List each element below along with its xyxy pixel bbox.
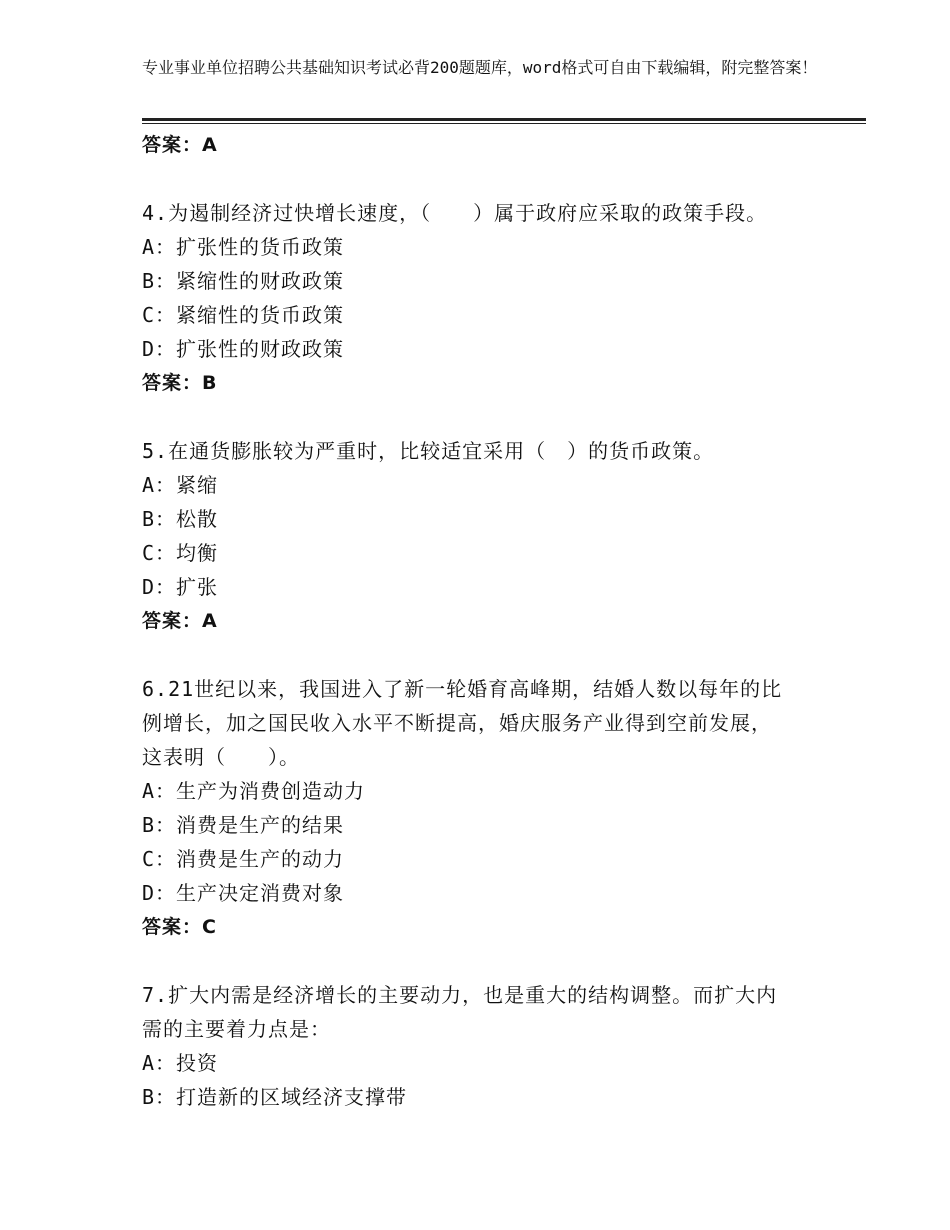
answer-line: 答案：A xyxy=(142,610,218,632)
option-b: B：松散 xyxy=(142,507,219,531)
question-stem-line-1: 6.21世纪以来，我国进入了新一轮婚育高峰期，结婚人数以每年的比 xyxy=(142,677,783,701)
option-a: A：紧缩 xyxy=(142,473,219,497)
spacer xyxy=(142,944,822,978)
answer-line: 答案：C xyxy=(142,916,217,938)
answer-line: 答案：B xyxy=(142,372,218,394)
option-d: D：扩张 xyxy=(142,575,219,599)
option-a: A：扩张性的货币政策 xyxy=(142,235,345,259)
question-stem-line-2: 例增长，加之国民收入水平不断提高，婚庆服务产业得到空前发展， xyxy=(142,711,772,735)
option-d: D：生产决定消费对象 xyxy=(142,881,345,905)
spacer xyxy=(142,638,822,672)
option-a: A：生产为消费创造动力 xyxy=(142,779,366,803)
option-b: B：紧缩性的财政政策 xyxy=(142,269,345,293)
answer-line: 答案：A xyxy=(142,134,218,156)
option-b: B：消费是生产的结果 xyxy=(142,813,345,837)
question-5 xyxy=(142,434,822,638)
question-7 xyxy=(142,978,822,1114)
option-c: C：紧缩性的货币政策 xyxy=(142,303,345,327)
question-list xyxy=(142,128,822,1114)
option-a: A：投资 xyxy=(142,1051,219,1075)
question-stem-line-3: 这表明（ ）。 xyxy=(142,745,300,769)
question-6 xyxy=(142,672,822,944)
question-4 xyxy=(142,196,822,400)
option-d: D：扩张性的财政政策 xyxy=(142,337,345,361)
option-b: B：打造新的区域经济支撑带 xyxy=(142,1085,408,1109)
question-stem-line-1: 7.扩大内需是经济增长的主要动力，也是重大的结构调整。而扩大内 xyxy=(142,983,778,1007)
question-stem: 5.在通货膨胀较为严重时，比较适宜采用（ ）的货币政策。 xyxy=(142,439,715,463)
question-stem: 4.为遏制经济过快增长速度，（ ）属于政府应采取的政策手段。 xyxy=(142,201,768,225)
header-rule xyxy=(142,118,866,124)
page-header: 专业事业单位招聘公共基础知识考试必背200题题库，word格式可自由下载编辑，附完整答案！ xyxy=(142,58,818,77)
spacer xyxy=(142,400,822,434)
option-c: C：消费是生产的动力 xyxy=(142,847,345,871)
question-stem-line-2: 需的主要着力点是： xyxy=(142,1017,331,1041)
spacer xyxy=(142,162,822,196)
option-c: C：均衡 xyxy=(142,541,219,565)
